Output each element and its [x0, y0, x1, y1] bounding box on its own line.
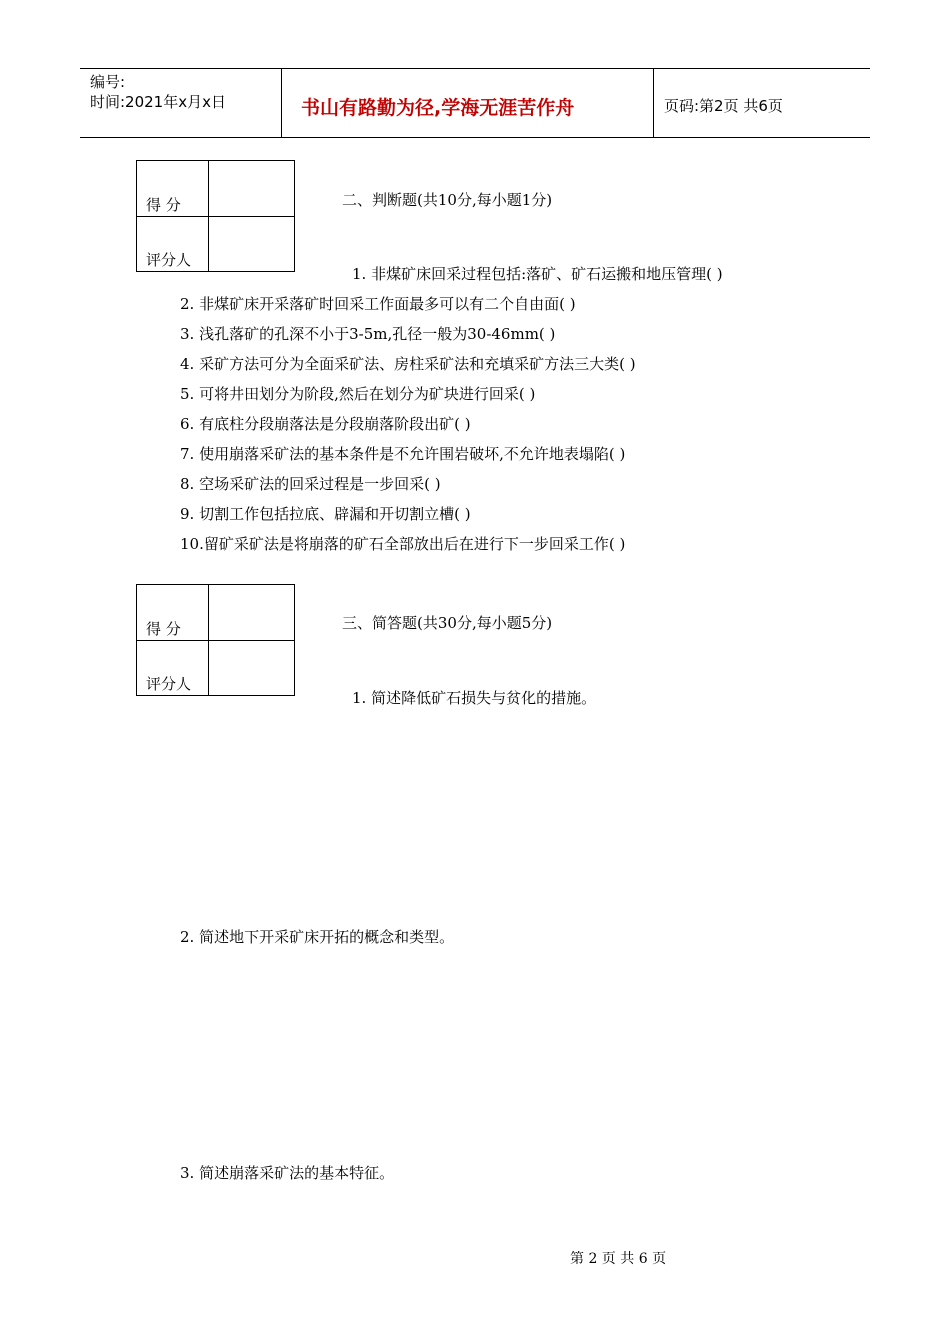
judgment-question: 4. 采矿方法可分为全面采矿法、房柱采矿法和充填采矿方法三大类( ) [180, 355, 636, 373]
short-answer-question: 1. 简述降低矿石损失与贫化的措施。 [352, 689, 597, 707]
short-answer-question: 2. 简述地下开采矿床开拓的概念和类型。 [180, 928, 455, 946]
page-info: 页码:第2页 共6页 [664, 97, 783, 115]
short-answer-question: 3. 简述崩落采矿法的基本特征。 [180, 1164, 395, 1182]
document-number-label: 编号: [90, 73, 126, 91]
grader-label: 评分人 [146, 251, 192, 269]
judgment-question: 6. 有底柱分段崩落法是分段崩落阶段出矿( ) [180, 415, 471, 433]
score-label: 得 分 [146, 196, 181, 214]
score-label: 得 分 [146, 620, 181, 638]
score-box-section2 [136, 160, 295, 272]
judgment-question: 7. 使用崩落采矿法的基本条件是不允许围岩破坏,不允许地表塌陷( ) [180, 445, 626, 463]
judgment-question: 9. 切割工作包括拉底、辟漏和开切割立槽( ) [180, 505, 471, 523]
header-left-cell [80, 69, 282, 137]
score-box-divider [137, 216, 294, 217]
page-footer: 第 2 页 共 6 页 [570, 1251, 667, 1267]
grader-label: 评分人 [146, 675, 192, 693]
judgment-question: 5. 可将井田划分为阶段,然后在划分为矿块进行回采( ) [180, 385, 536, 403]
page-header [80, 68, 870, 138]
section3-title: 三、简答题(共30分,每小题5分) [342, 614, 553, 632]
document-time-label: 时间:2021年x月x日 [90, 93, 226, 111]
header-right-cell [654, 69, 870, 137]
judgment-question: 1. 非煤矿床回采过程包括:落矿、矿石运搬和地压管理( ) [352, 265, 723, 283]
section2-title: 二、判断题(共10分,每小题1分) [342, 191, 553, 209]
header-motto: 书山有路勤为径,学海无涯苦作舟 [301, 97, 575, 119]
header-motto-cell [281, 69, 654, 137]
score-box-divider [137, 640, 294, 641]
judgment-question: 3. 浅孔落矿的孔深不小于3-5m,孔径一般为30-46mm( ) [180, 325, 556, 343]
score-box-section3 [136, 584, 295, 696]
judgment-question: 8. 空场采矿法的回采过程是一步回采( ) [180, 475, 441, 493]
judgment-question: 2. 非煤矿床开采落矿时回采工作面最多可以有二个自由面( ) [180, 295, 576, 313]
judgment-question: 10.留矿采矿法是将崩落的矿石全部放出后在进行下一步回采工作( ) [180, 535, 626, 553]
